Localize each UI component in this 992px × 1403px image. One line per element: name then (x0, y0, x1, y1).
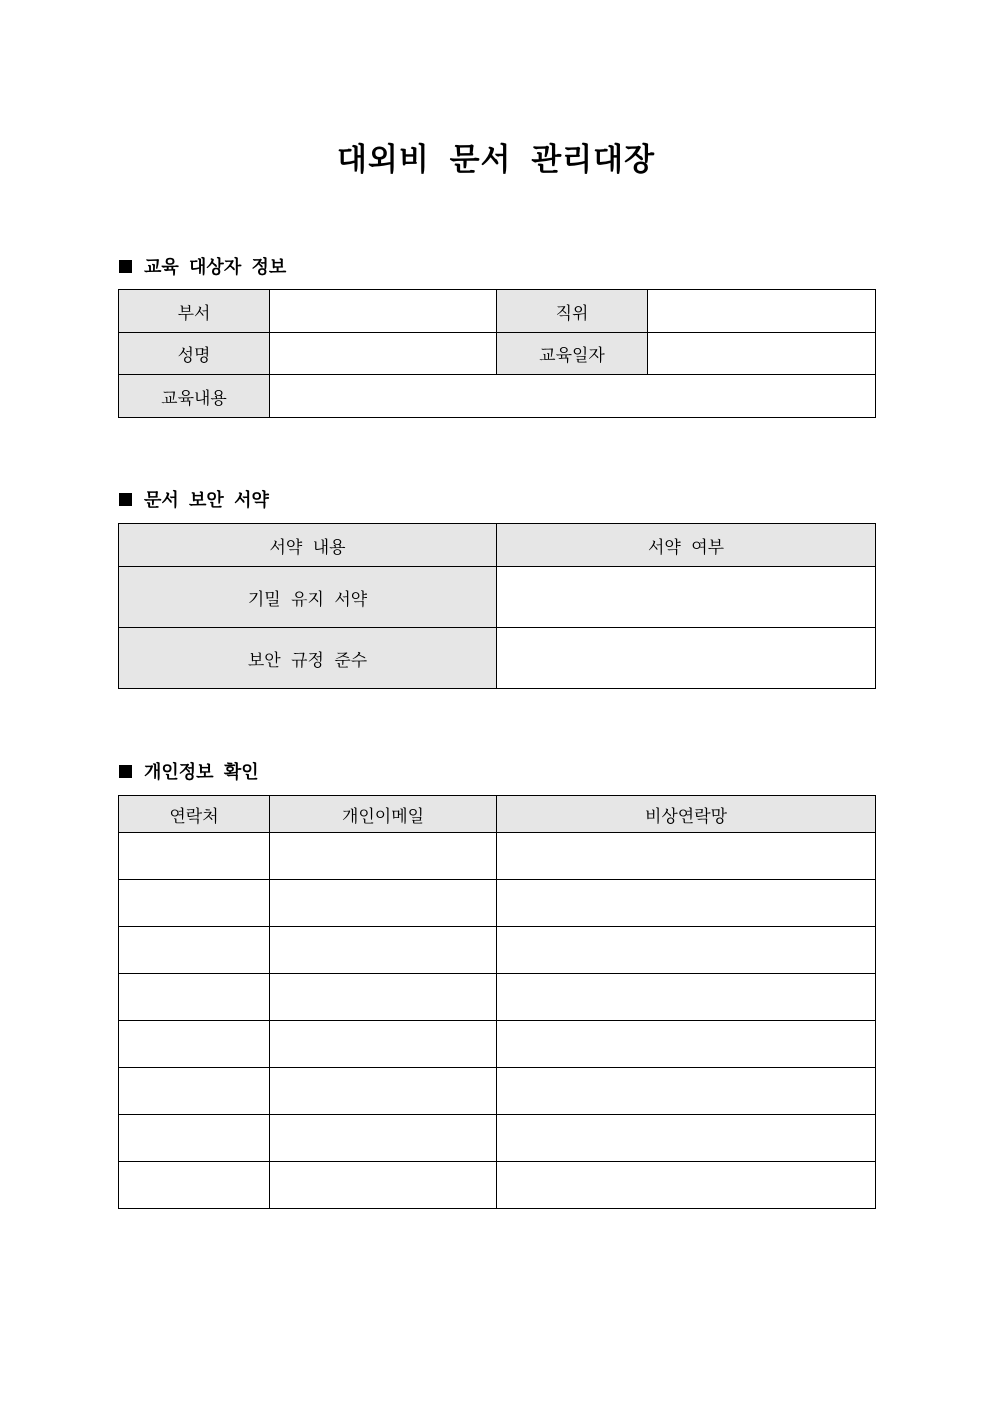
section-heading-security-pledge (119, 486, 269, 512)
name-field[interactable] (270, 333, 497, 375)
column-header-emergency: 비상연락망 (497, 796, 876, 833)
column-header-contact: 연락처 (119, 796, 270, 833)
email-field[interactable] (270, 880, 497, 927)
pledge-status-field[interactable] (497, 628, 876, 689)
training-date-label: 교육일자 (497, 333, 648, 375)
email-field[interactable] (270, 927, 497, 974)
trainee-info-table (118, 289, 876, 418)
contact-field[interactable] (119, 927, 270, 974)
section-title: 문서 보안 서약 (144, 490, 269, 511)
section-heading-trainee-info (119, 253, 286, 279)
table-row (119, 567, 876, 628)
square-bullet-icon (119, 765, 132, 778)
emergency-field[interactable] (497, 1021, 876, 1068)
document-title: 대외비 문서 관리대장 (336, 142, 656, 178)
emergency-field[interactable] (497, 974, 876, 1021)
emergency-field[interactable] (497, 833, 876, 880)
position-label: 직위 (497, 290, 648, 333)
table-row (119, 375, 876, 418)
section-heading-personal-info (119, 758, 259, 784)
table-header-row (119, 524, 876, 567)
table-row (119, 833, 876, 880)
contact-field[interactable] (119, 974, 270, 1021)
contact-field[interactable] (119, 880, 270, 927)
pledge-status-field[interactable] (497, 567, 876, 628)
table-row (119, 927, 876, 974)
department-label: 부서 (119, 290, 270, 333)
emergency-field[interactable] (497, 1115, 876, 1162)
contact-field[interactable] (119, 1068, 270, 1115)
square-bullet-icon (119, 493, 132, 506)
email-field[interactable] (270, 1162, 497, 1209)
section-title: 개인정보 확인 (144, 762, 259, 783)
emergency-field[interactable] (497, 1068, 876, 1115)
table-row (119, 1162, 876, 1209)
department-field[interactable] (270, 290, 497, 333)
emergency-field[interactable] (497, 1162, 876, 1209)
emergency-field[interactable] (497, 880, 876, 927)
name-label: 성명 (119, 333, 270, 375)
table-row (119, 880, 876, 927)
table-row (119, 333, 876, 375)
table-row (119, 1115, 876, 1162)
training-date-field[interactable] (648, 333, 876, 375)
contact-field[interactable] (119, 833, 270, 880)
training-content-label: 교육내용 (119, 375, 270, 418)
table-header-row (119, 796, 876, 833)
column-header-pledge-content: 서약 내용 (119, 524, 497, 567)
table-row (119, 628, 876, 689)
personal-info-table (118, 795, 876, 1209)
security-pledge-table (118, 523, 876, 689)
email-field[interactable] (270, 833, 497, 880)
square-bullet-icon (119, 260, 132, 273)
training-content-field[interactable] (270, 375, 876, 418)
column-header-email: 개인이메일 (270, 796, 497, 833)
contact-field[interactable] (119, 1162, 270, 1209)
section-title: 교육 대상자 정보 (144, 257, 287, 278)
email-field[interactable] (270, 1021, 497, 1068)
email-field[interactable] (270, 974, 497, 1021)
table-row (119, 974, 876, 1021)
table-row (119, 290, 876, 333)
contact-field[interactable] (119, 1021, 270, 1068)
pledge-item-compliance: 보안 규정 준수 (119, 628, 497, 689)
pledge-item-confidentiality: 기밀 유지 서약 (119, 567, 497, 628)
contact-field[interactable] (119, 1115, 270, 1162)
emergency-field[interactable] (497, 927, 876, 974)
table-row (119, 1068, 876, 1115)
email-field[interactable] (270, 1115, 497, 1162)
email-field[interactable] (270, 1068, 497, 1115)
table-row (119, 1021, 876, 1068)
column-header-pledge-status: 서약 여부 (497, 524, 876, 567)
position-field[interactable] (648, 290, 876, 333)
